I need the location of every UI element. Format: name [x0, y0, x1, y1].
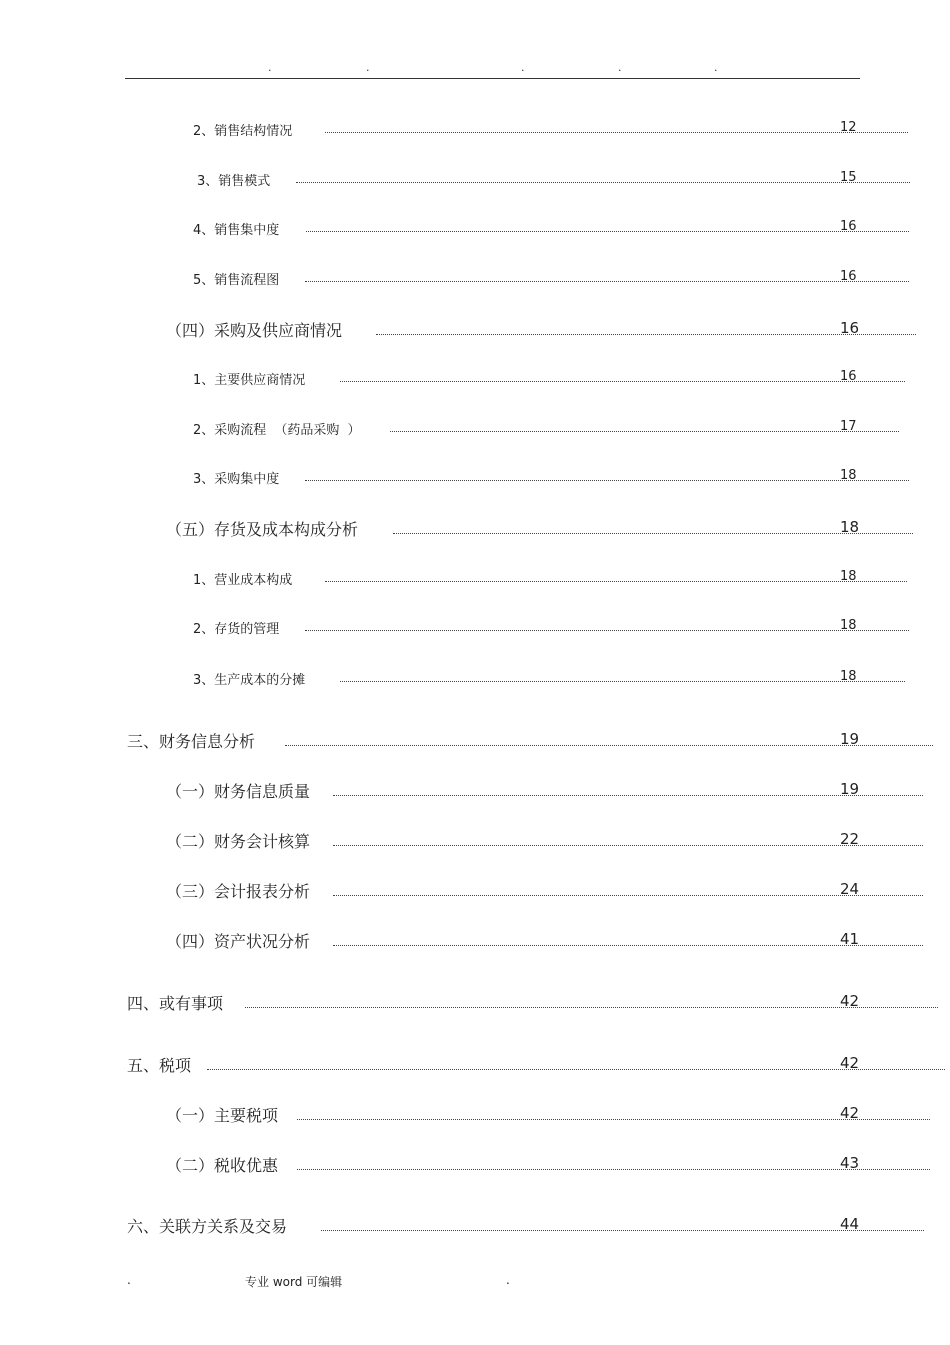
footer-dot: . — [127, 1273, 131, 1287]
toc-entry-label: 1、主要供应商情况 — [193, 373, 306, 388]
toc-entry[interactable] — [0, 1212, 950, 1238]
toc-entry-page: 16 — [840, 369, 857, 384]
toc-entry[interactable] — [0, 215, 950, 241]
header-dot: . — [714, 61, 718, 74]
toc-leader — [340, 681, 905, 682]
toc-leader — [333, 795, 923, 796]
toc-entry-label: 1、营业成本构成 — [193, 573, 293, 588]
toc-entry[interactable] — [0, 827, 950, 853]
toc-leader — [325, 581, 907, 582]
toc-entry[interactable] — [0, 777, 950, 803]
toc-entry-label: （五）存货及成本构成分析 — [166, 520, 359, 539]
header-dot: . — [521, 61, 525, 74]
toc-leader — [305, 630, 909, 631]
toc-leader — [340, 381, 905, 382]
toc-entry-label: （三）会计报表分析 — [166, 882, 311, 901]
toc-leader — [245, 1007, 938, 1008]
toc-entry[interactable] — [0, 877, 950, 903]
toc-entry-label: （四）采购及供应商情况 — [166, 321, 343, 340]
toc-entry[interactable] — [0, 565, 950, 591]
toc-entry[interactable] — [0, 316, 950, 342]
toc-entry-page: 16 — [840, 269, 857, 284]
toc-leader — [306, 231, 909, 232]
toc-entry[interactable] — [0, 1101, 950, 1127]
toc-entry-page: 42 — [840, 1054, 860, 1072]
toc-entry[interactable] — [0, 1051, 950, 1077]
toc-leader — [325, 132, 908, 133]
toc-entry-label: 六、关联方关系及交易 — [127, 1217, 288, 1236]
toc-entry[interactable] — [0, 614, 950, 640]
toc-entry[interactable] — [0, 927, 950, 953]
header-rule — [125, 78, 860, 79]
toc-entry-label: 四、或有事项 — [127, 994, 224, 1013]
toc-entry-page: 17 — [840, 419, 857, 434]
toc-leader — [297, 1169, 930, 1170]
header-dot: . — [366, 61, 370, 74]
footer-dot: . — [506, 1273, 510, 1287]
toc-entry[interactable] — [0, 727, 950, 753]
toc-entry[interactable] — [0, 265, 950, 291]
toc-leader — [333, 945, 923, 946]
toc-entry-page: 18 — [840, 669, 857, 684]
toc-entry-label: 五、税项 — [127, 1056, 192, 1075]
toc-entry-page: 18 — [840, 569, 857, 584]
toc-entry[interactable] — [0, 515, 950, 541]
toc-leader — [393, 533, 913, 534]
toc-entry[interactable] — [0, 989, 950, 1015]
toc-leader — [305, 281, 909, 282]
toc-entry-page: 18 — [840, 518, 860, 536]
toc-entry-label: （二）税收优惠 — [166, 1156, 279, 1175]
toc-entry-page: 24 — [840, 880, 860, 898]
toc-entry[interactable] — [0, 365, 950, 391]
toc-entry-label: （四）资产状况分析 — [166, 932, 311, 951]
toc-entry-label: 三、财务信息分析 — [127, 732, 256, 751]
toc-leader — [333, 895, 923, 896]
toc-entry[interactable] — [0, 415, 950, 441]
toc-entry-page: 16 — [840, 319, 860, 337]
toc-entry-page: 16 — [840, 219, 857, 234]
toc-leader — [390, 431, 899, 432]
toc-entry-label: 3、生产成本的分摊 — [193, 673, 306, 688]
toc-entry-page: 18 — [840, 468, 857, 483]
toc-leader — [297, 1119, 930, 1120]
toc-leader — [285, 745, 933, 746]
toc-entry-label: 2、存货的管理 — [193, 622, 280, 637]
header-dot: . — [618, 61, 622, 74]
toc-leader — [321, 1230, 924, 1231]
toc-leader — [296, 182, 910, 183]
toc-entry-label: 5、销售流程图 — [193, 273, 280, 288]
toc-entry-page: 42 — [840, 992, 860, 1010]
toc-entry[interactable] — [0, 464, 950, 490]
toc-entry-page: 43 — [840, 1154, 860, 1172]
toc-entry-label: 2、采购流程 （药品采购 ） — [193, 423, 361, 438]
toc-leader — [333, 845, 923, 846]
toc-leader — [376, 334, 916, 335]
toc-entry-page: 15 — [840, 170, 857, 185]
toc-entry[interactable] — [0, 665, 950, 691]
toc-entry-page: 19 — [840, 730, 860, 748]
toc-entry-label: （二）财务会计核算 — [166, 832, 311, 851]
toc-entry-page: 42 — [840, 1104, 860, 1122]
toc-entry-label: 2、销售结构情况 — [193, 124, 293, 139]
page-footer — [0, 1273, 950, 1293]
toc-entry[interactable] — [0, 1151, 950, 1177]
toc-entry-page: 12 — [840, 120, 857, 135]
toc-entry-page: 18 — [840, 618, 857, 633]
toc-entry-page: 44 — [840, 1215, 860, 1233]
toc-entry-label: （一）主要税项 — [166, 1106, 279, 1125]
toc-leader — [207, 1069, 945, 1070]
toc-entry-label: 4、销售集中度 — [193, 223, 280, 238]
toc-entry-page: 41 — [840, 930, 860, 948]
toc-entry[interactable] — [0, 116, 950, 142]
toc-leader — [305, 480, 909, 481]
toc-entry-page: 22 — [840, 830, 860, 848]
toc-entry-label: （一）财务信息质量 — [166, 782, 311, 801]
toc-entry[interactable] — [0, 166, 950, 192]
header-dot: . — [268, 61, 272, 74]
toc-entry-label: 3、销售模式 — [197, 174, 271, 189]
toc-entry-page: 19 — [840, 780, 860, 798]
toc-entry-label: 3、采购集中度 — [193, 472, 280, 487]
footer-text: 专业 word 可编辑 — [245, 1275, 343, 1289]
